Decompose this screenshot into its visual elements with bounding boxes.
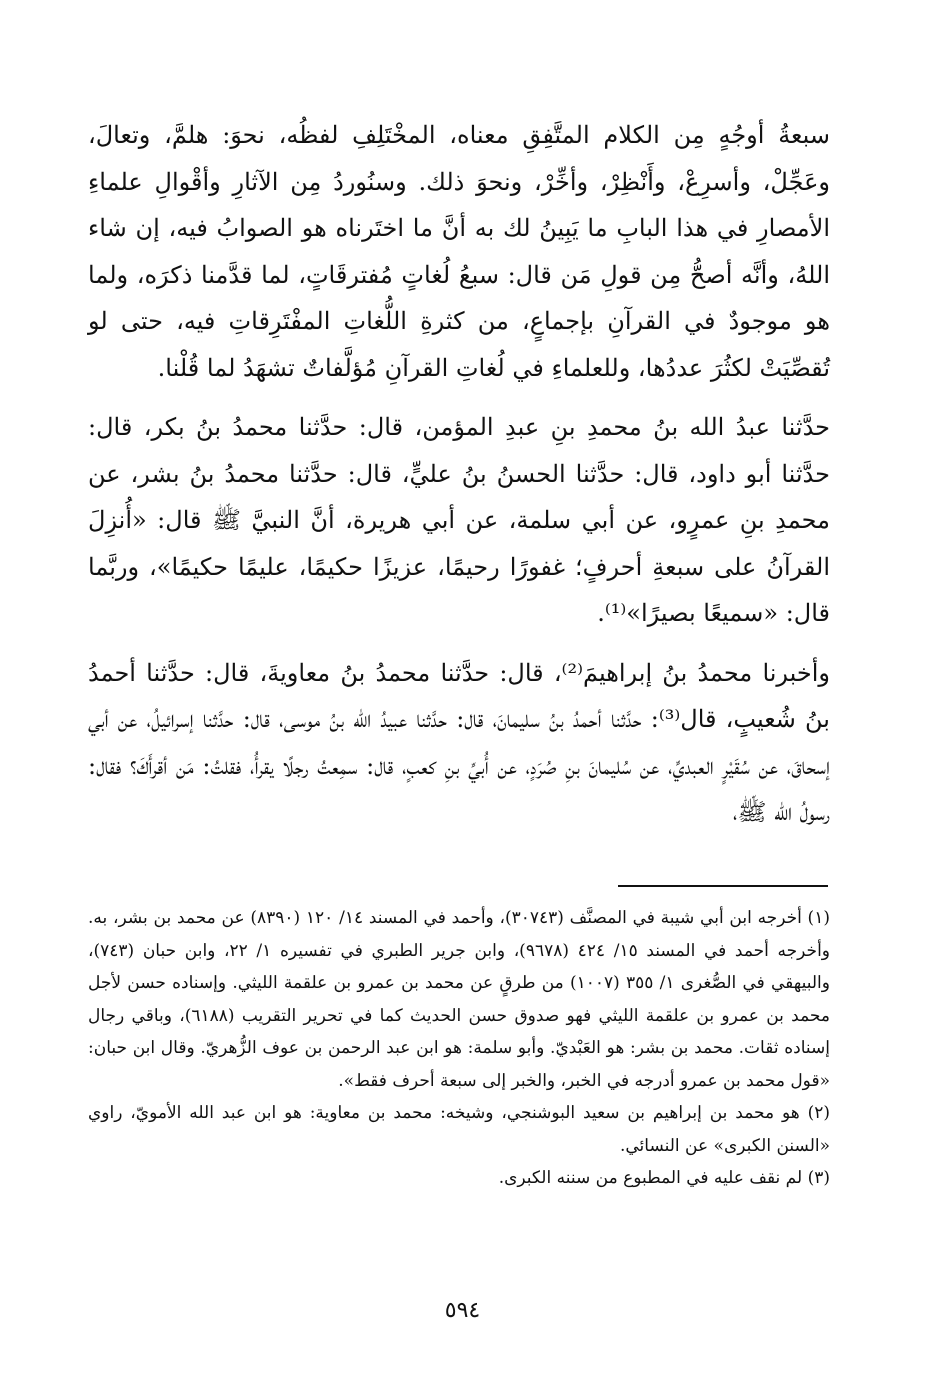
footnotes <box>88 902 830 1195</box>
footnote-3: (٣) لم نقف عليه في المطبوع من سننه الكبرى. <box>498 1168 830 1188</box>
paragraph-1: سبعةُ أوجُهٍ مِن الكلام المتَّفِقِ معناه، المخْتَلِفِ لفظُه، نحوَ: هلمَّ، وتعالَ، وعَجِّلْ، وأسرِعْ، وأَنْظِرْ، وأخِّرْ، ونحوَ ذلك. وسنُوردُ مِن الآثارِ وأقْوالِ علماءِ الأمصارِ في هذا البابِ ما يَبِينُ لك به أنَّ ما اختَرناه هو الصوابُ فيه، إن شاء اللهُ، وأنَّه أصحُّ مِن قولِ مَن قال: سبعُ لُغاتٍ مُفترقَاتٍ، لما قدَّمنا ذكرَه، ولما هو موجودٌ في القرآنِ بإجماعٍ، من كثرةِ اللُّغاتِ المفْتَرِقاتِ فيه، حتى لو تُقصِّيَتْ لكثُرَ عددُها، وللعلماءِ في لُغاتِ القرآنِ مُؤلَّفاتٌ تشهَدُ لما قُلْنا. <box>88 121 830 382</box>
footnote-separator <box>618 885 828 887</box>
page-number: ٥٩٤ <box>444 1298 481 1323</box>
paragraph-3: وأخبرنا محمدُ بنُ إبراهيمَ⁽²⁾، قال: حدَّثنا محمدُ بنُ معاويةَ، قال: حدَّثنا أحمدُ بنُ شُعيبٍ، قال⁽³⁾: حدَّثنا أحمدُ بنُ سليمانَ، قال: حدَّثنا عبيدُ الله بنُ موسى، قال: حدَّثنا إسرائيلُ، عن أبي إسحاقَ، عن سُقَيْرٍ العبديِّ، عن سُليمانَ بنِ صُرَدٍ، عن أُبيِّ بنِ كعبٍ، قال: سمِعتُ رجلًا يقرأُ، فقلتُ: مَن أقرأَكَ؟ فقال: رسولُ الله ﷺ، <box>88 658 831 826</box>
footnote-1: (١) أخرجه ابن أبي شيبة في المصنَّف (٣٠٧٤٣)، وأحمد في المسند ١٤/ ١٢٠ (٨٣٩٠) عن محمد بن بشر، به. وأخرجه أحمد في المسند ١٥/ ٤٢٤ (٩٦٧٨)، وابن جرير الطبري في تفسيره ١/ ٢٢، وابن حبان (٧٤٣)، والبيهقي في الصُّغرى ١/ ٣٥٥ (١٠٠٧) من طرقٍ عن محمد بن عمرو بن علقمة الليثي. وإسناده حسن لأجل محمد بن عمرو بن علقمة الليثي فهو صدوق حسن الحديث كما في تحرير التقريب (٦١٨٨)، وباقي رجال إسناده ثقات. محمد بن بشر: هو العَبْديّ. وأبو سلمة: هو ابن عبد الرحمن بن عوف الزُّهريّ. وقال ابن حبان: «قول محمد بن عمرو أدرجه في الخبر، والخبر إلى سبعة أحرف فقط». <box>88 908 831 1091</box>
main-text <box>88 112 830 836</box>
footnote-2: (٢) هو محمد بن إبراهيم بن سعيد البوشنجي، وشيخه: محمد بن معاوية: هو ابن عبد الله الأمويّ، راوي «السنن الكبرى» عن النسائي. <box>88 1103 830 1156</box>
paragraph-2: حدَّثنا عبدُ الله بنُ محمدِ بنِ عبدِ المؤمن، قال: حدَّثنا محمدُ بنُ بكر، قال: حدَّثنا أبو داود، قال: حدَّثنا الحسنُ بنُ عليٍّ، قال: حدَّثنا محمدُ بنُ بشر، عن محمدِ بنِ عمرٍو، عن أبي سلمة، عن أبي هريرة، أنَّ النبيَّ ﷺ قال: «أُنزِلَ القرآنُ على سبعةِ أحرفٍ؛ غفورًا رحيمًا، عزيزًا حكيمًا، عليمًا حكيمًا»، وربَّما قال: «سميعًا بصيرًا»⁽¹⁾. <box>88 413 830 627</box>
